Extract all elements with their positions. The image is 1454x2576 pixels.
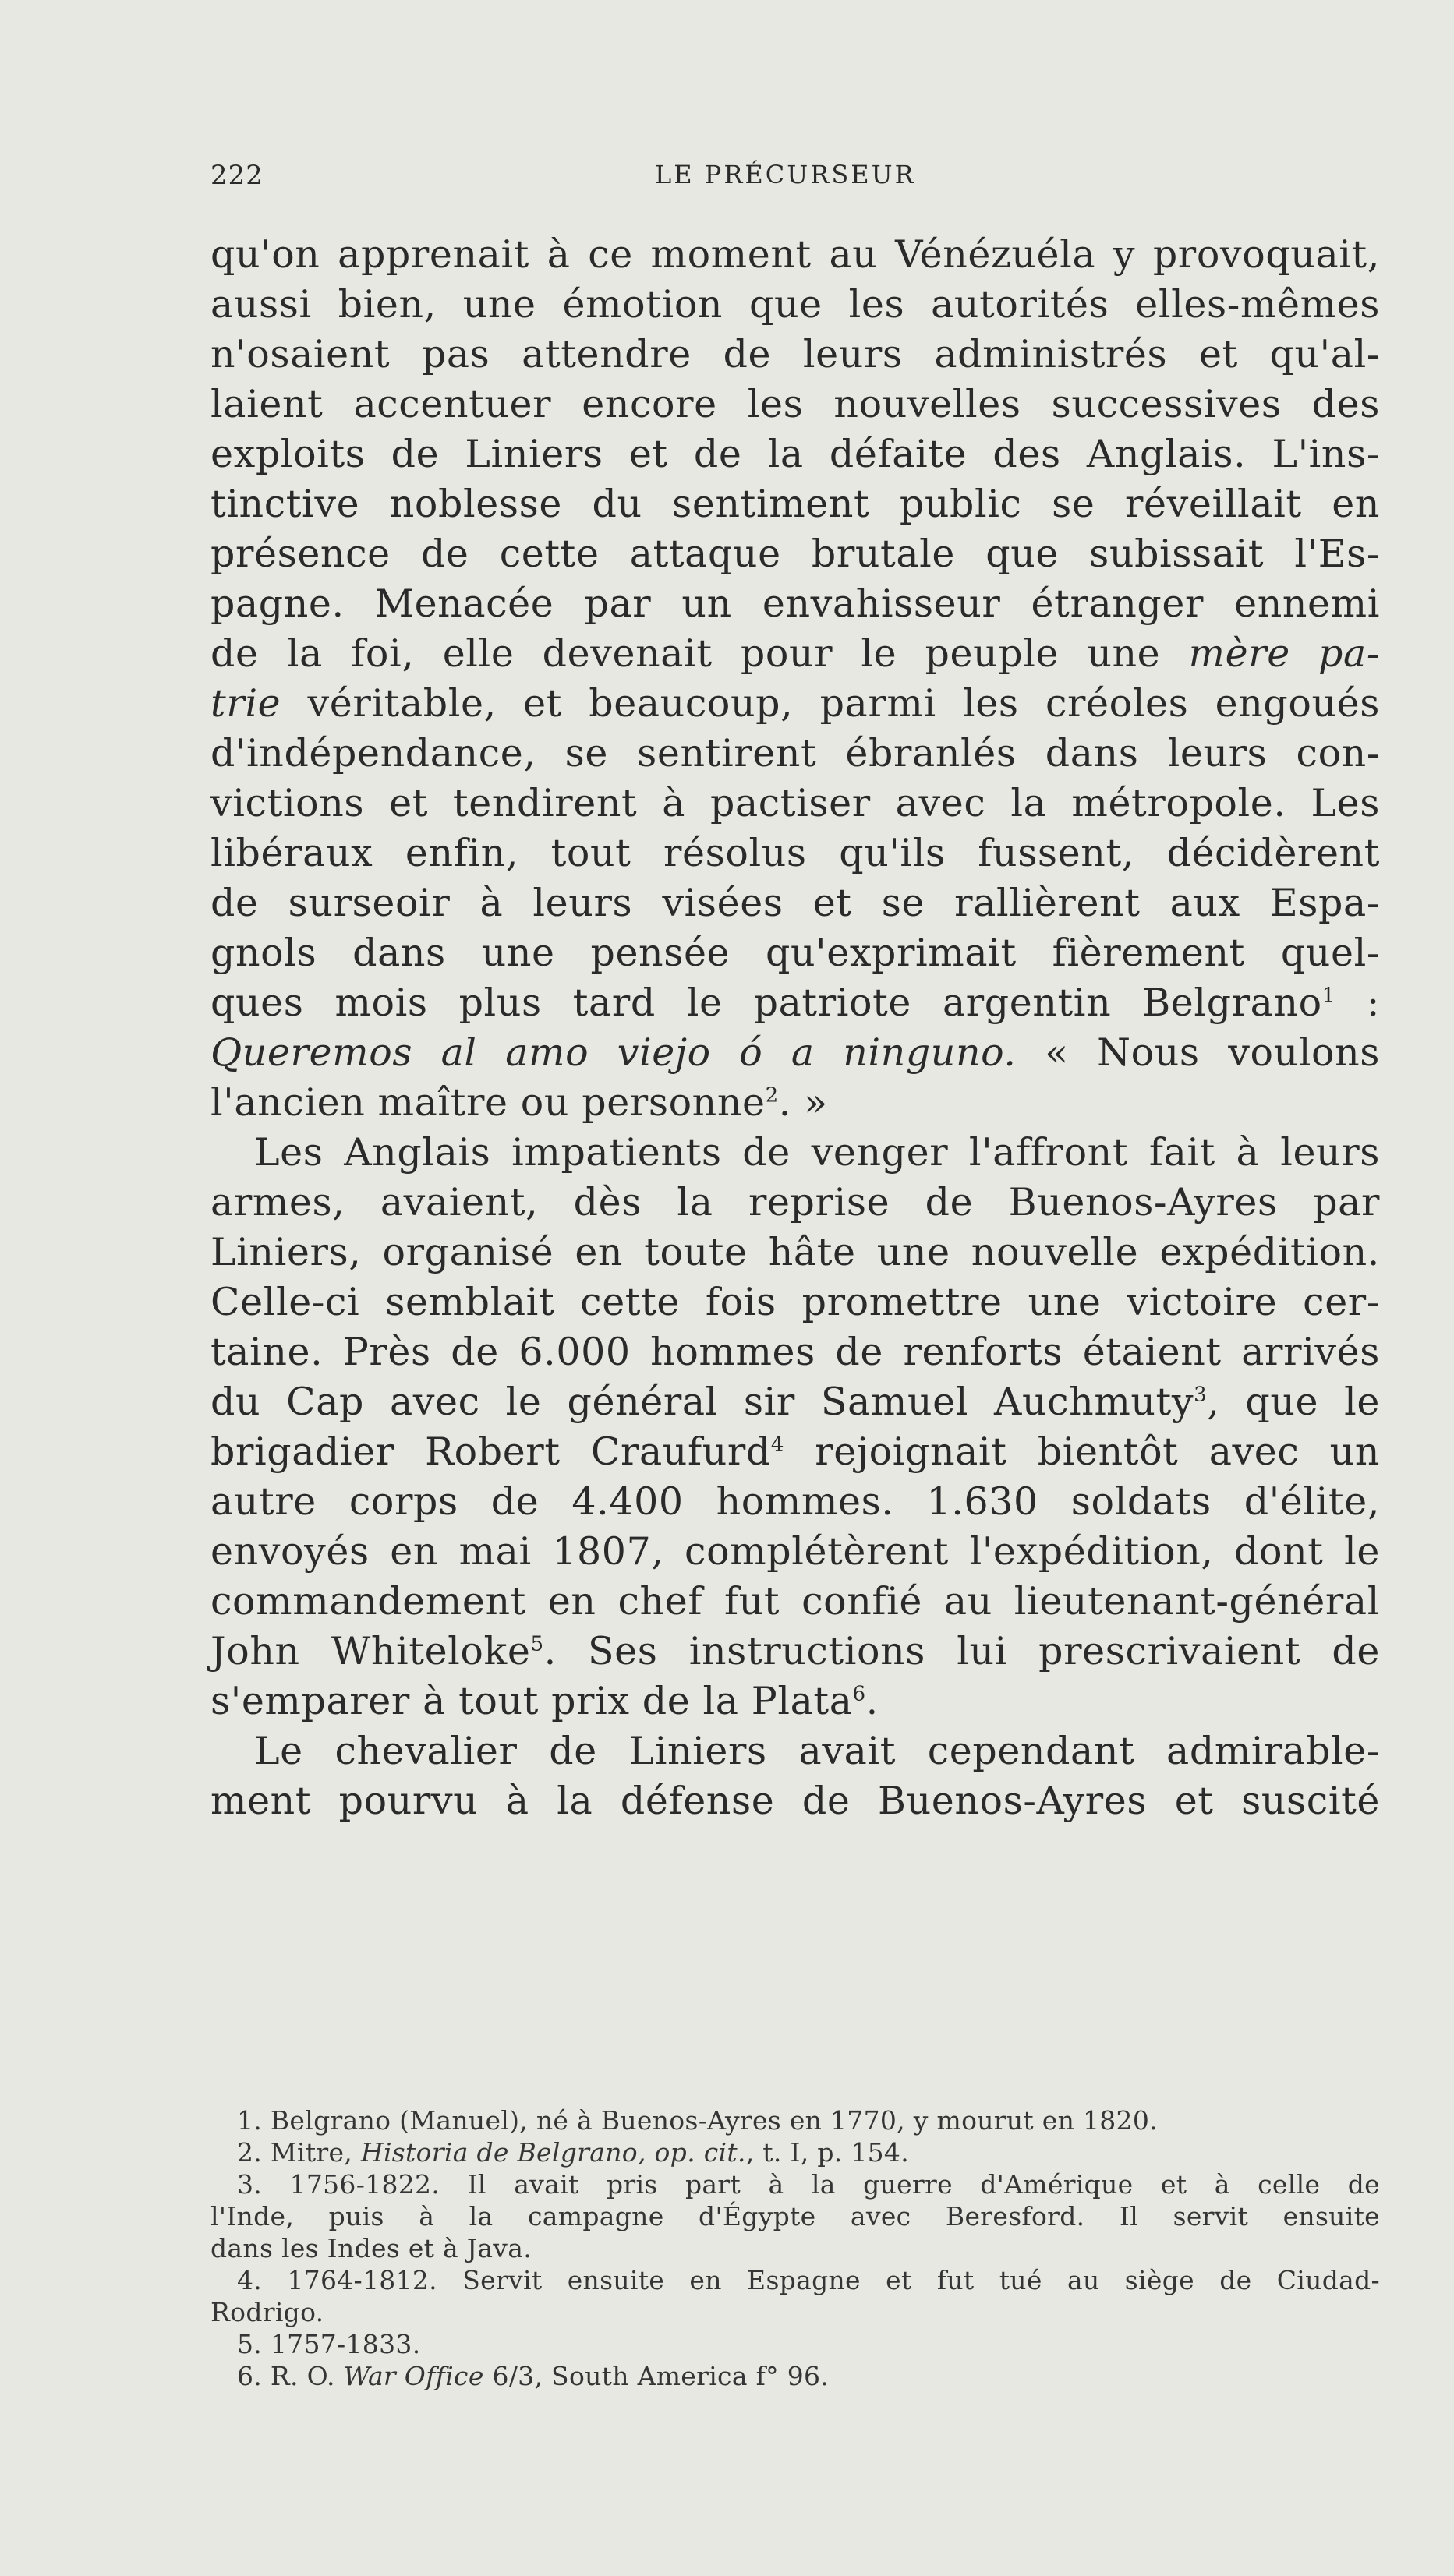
text-line: gnols dans une pensée qu'exprimait fièrement quel- [210, 931, 1380, 975]
text-line: de surseoir à leurs visées et se rallièrent aux Espa- [210, 881, 1380, 925]
text-fragment: brigadier Robert Craufurd [210, 1429, 771, 1474]
text-line [210, 1427, 1380, 1477]
text-line: Celle-ci semblait cette fois promettre une victoire cer- [210, 1280, 1380, 1324]
text-line: Liniers, organisé en toute hâte une nouvelle expédition. [210, 1230, 1380, 1274]
text-line: n'osaient pas attendre de leurs administrés et qu'al- [210, 332, 1380, 376]
footnote-1: 1. Belgrano (Manuel), né à Buenos-Ayres en 1770, y mourut en 1820. [237, 2105, 1158, 2136]
text-line [210, 629, 1380, 679]
footnote-ref: 3 [1194, 1383, 1208, 1407]
text-fragment: . » [778, 1080, 828, 1125]
text-line: Les Anglais impatients de venger l'affront fait à leurs [254, 1130, 1380, 1175]
text-fragment: John Whiteloke [210, 1629, 531, 1673]
italic-text: trie [210, 681, 281, 726]
text-fragment: 6. R. O. [237, 2361, 344, 2391]
page-number: 222 [210, 160, 264, 191]
text-line: ment pourvu à la défense de Buenos-Ayres et suscité [210, 1779, 1380, 1823]
text-line: d'indépendance, se sentirent ébranlés dans leurs con- [210, 731, 1380, 776]
text-fragment: 2. Mitre, [237, 2137, 361, 2168]
italic-text: War Office [343, 2361, 484, 2391]
footnote-4-cont: Rodrigo. [210, 2297, 324, 2327]
text-line: présence de cette attaque brutale que subissait l'Es- [210, 532, 1380, 576]
text-line: victions et tendirent à pactiser avec la métropole. Les [210, 781, 1380, 825]
text-line [210, 1078, 1380, 1128]
footnote-ref: 4 [770, 1433, 784, 1457]
text-line [210, 978, 1380, 1028]
running-header [210, 160, 943, 207]
text-line: commandement en chef fut confié au lieutenant-général [210, 1579, 1380, 1624]
text-line [210, 679, 1380, 729]
footnote-4: 4. 1764-1812. Servit ensuite en Espagne et fut tué au siège de Ciudad- [237, 2265, 1380, 2295]
text-fragment: s'emparer à tout prix de la Plata [210, 1679, 853, 1723]
text-fragment: , que le [1207, 1380, 1381, 1424]
text-line: armes, avaient, dès la reprise de Buenos-Ayres par [210, 1180, 1380, 1224]
text-line: tinctive noblesse du sentiment public se réveillait en [210, 482, 1380, 526]
italic-quote: Queremos al amo viejo ó a ninguno. [210, 1030, 1017, 1075]
footnote-ref: 6 [852, 1682, 866, 1706]
text-line: envoyés en mai 1807, complétèrent l'expédition, dont le [210, 1529, 1380, 1574]
footnote-ref: 1 [1321, 984, 1335, 1008]
footnote-3-cont: dans les Indes et à Java. [210, 2233, 532, 2263]
italic-text: mère pa- [1188, 631, 1380, 676]
text-line [210, 1028, 1380, 1078]
text-line: aussi bien, une émotion que les autorités elles-mêmes [210, 282, 1380, 327]
text-fragment: l'ancien maître ou personne [210, 1080, 766, 1125]
text-fragment: rejoignait bientôt avec un [784, 1429, 1380, 1474]
text-fragment: . [865, 1679, 879, 1723]
text-fragment: , t. I, p. 154. [745, 2137, 910, 2168]
running-title: LE PRÉCURSEUR [655, 160, 916, 189]
footnote-ref: 2 [765, 1083, 779, 1108]
text-line [210, 1677, 1380, 1726]
text-line: laient accentuer encore les nouvelles successives des [210, 382, 1380, 426]
text-line: Le chevalier de Liniers avait cependant admirable- [254, 1729, 1380, 1773]
text-line [210, 1627, 1380, 1677]
text-fragment: ques mois plus tard le patriote argentin Belgrano [210, 981, 1322, 1025]
text-line: autre corps de 4.400 hommes. 1.630 soldats d'élite, [210, 1479, 1380, 1524]
footnote-3-cont: l'Inde, puis à la campagne d'Égypte avec Beresford. Il servit ensuite [210, 2201, 1380, 2231]
footnote-5: 5. 1757-1833. [237, 2329, 421, 2359]
text-fragment: du Cap avec le général sir Samuel Auchmuty [210, 1380, 1194, 1424]
text-line: pagne. Menacée par un envahisseur étranger ennemi [210, 581, 1380, 626]
footnote-3: 3. 1756-1822. Il avait pris part à la guerre d'Amérique et à celle de [237, 2169, 1380, 2200]
text-fragment: véritable, et beaucoup, parmi les créoles engoués [281, 681, 1380, 726]
footnotes [210, 2104, 1380, 2392]
text-fragment: 6/3, South America f° 96. [483, 2361, 830, 2391]
text-line: qu'on apprenait à ce moment au Vénézuéla y provoquait, [210, 232, 1380, 277]
italic-text: Historia de Belgrano, op. cit. [360, 2137, 746, 2168]
footnote-2 [210, 2136, 1380, 2168]
footnote-ref: 5 [530, 1632, 544, 1656]
text-line: libéraux enfin, tout résolus qu'ils fussent, décidèrent [210, 831, 1380, 875]
body-text [210, 230, 1380, 1826]
text-line: taine. Près de 6.000 hommes de renforts étaient arrivés [210, 1330, 1380, 1374]
text-fragment: de la foi, elle devenait pour le peuple une [210, 631, 1189, 676]
text-fragment: . Ses instructions lui prescrivaient de [543, 1629, 1380, 1673]
text-fragment: : [1335, 981, 1380, 1025]
footnote-6 [210, 2360, 1380, 2392]
text-line: exploits de Liniers et de la défaite des Anglais. L'ins- [210, 432, 1380, 476]
text-line [210, 1377, 1380, 1427]
text-fragment: « Nous voulons [1016, 1030, 1381, 1075]
